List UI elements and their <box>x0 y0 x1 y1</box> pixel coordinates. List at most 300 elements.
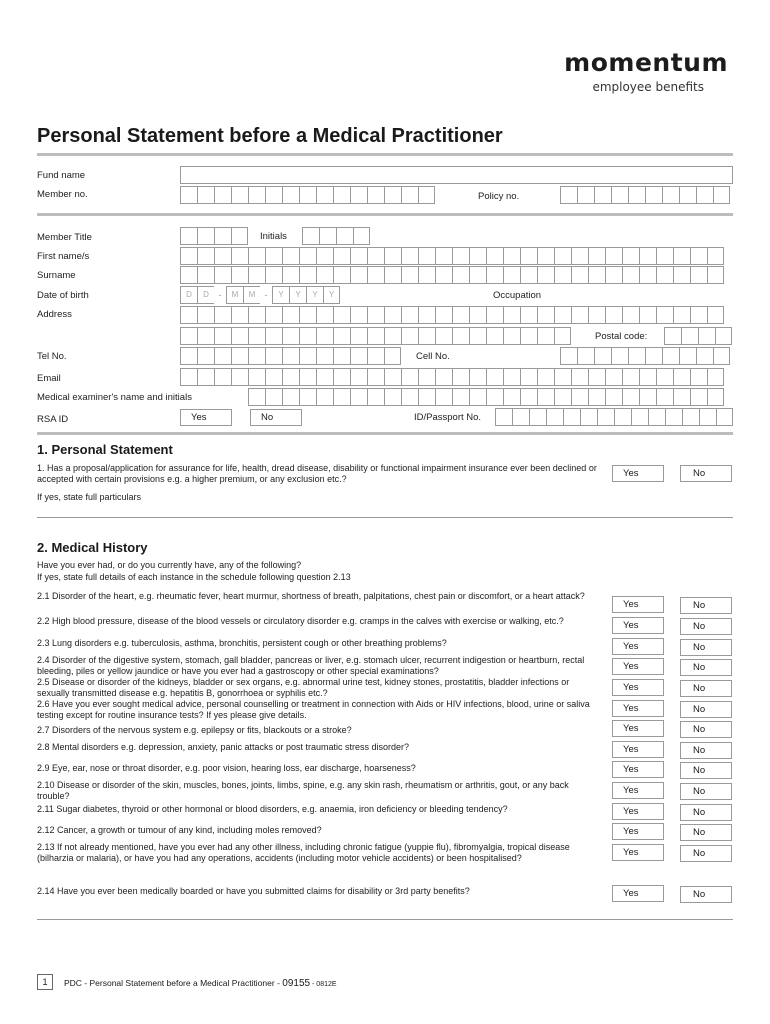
input-cell[interactable] <box>614 408 631 426</box>
input-cell[interactable] <box>571 266 588 284</box>
yes-option[interactable]: Yes <box>612 700 664 717</box>
dob-cell[interactable]: Y <box>272 286 289 304</box>
input-cell[interactable] <box>520 368 537 386</box>
input-cell[interactable] <box>605 388 622 406</box>
input-cell[interactable] <box>696 186 713 204</box>
input-cell[interactable] <box>673 266 690 284</box>
input-cell[interactable] <box>622 388 639 406</box>
input-cell[interactable] <box>401 186 418 204</box>
input-cell[interactable] <box>682 408 699 426</box>
input-cell[interactable] <box>622 247 639 265</box>
input-cell[interactable] <box>452 368 469 386</box>
input-cell[interactable] <box>571 306 588 324</box>
input-cell[interactable] <box>231 306 248 324</box>
input-cell[interactable] <box>707 266 724 284</box>
input-cell[interactable] <box>698 327 715 345</box>
input-cell[interactable] <box>529 408 546 426</box>
input-cell[interactable] <box>588 266 605 284</box>
input-cell[interactable] <box>435 327 452 345</box>
input-cell[interactable] <box>265 266 282 284</box>
input-cell[interactable] <box>248 327 265 345</box>
input-cell[interactable] <box>418 388 435 406</box>
input-cell[interactable] <box>367 388 384 406</box>
input-cell[interactable] <box>664 327 681 345</box>
input-cell[interactable] <box>418 186 435 204</box>
input-cell[interactable] <box>554 266 571 284</box>
input-cell[interactable] <box>197 227 214 245</box>
input-cell[interactable] <box>265 247 282 265</box>
input-cell[interactable] <box>197 306 214 324</box>
input-cell[interactable] <box>679 186 696 204</box>
input-cell[interactable] <box>350 388 367 406</box>
input-cell[interactable] <box>707 388 724 406</box>
input-cell[interactable] <box>503 247 520 265</box>
input-cell[interactable] <box>588 306 605 324</box>
input-cell[interactable] <box>503 388 520 406</box>
input-cell[interactable] <box>622 266 639 284</box>
input-cell[interactable] <box>418 247 435 265</box>
input-cell[interactable] <box>486 388 503 406</box>
input-cell[interactable] <box>214 368 231 386</box>
input-cell[interactable] <box>367 186 384 204</box>
dob-cell[interactable]: M <box>226 286 243 304</box>
fund-name-field[interactable] <box>180 166 733 184</box>
input-cell[interactable] <box>512 408 529 426</box>
input-cell[interactable] <box>180 327 197 345</box>
input-cell[interactable] <box>435 306 452 324</box>
input-cell[interactable] <box>180 266 197 284</box>
tel-field[interactable] <box>180 347 401 365</box>
input-cell[interactable] <box>401 388 418 406</box>
input-cell[interactable] <box>299 247 316 265</box>
no-option[interactable]: No <box>680 886 732 903</box>
input-cell[interactable] <box>571 388 588 406</box>
input-cell[interactable] <box>180 306 197 324</box>
initials-field[interactable] <box>302 227 370 245</box>
input-cell[interactable] <box>333 306 350 324</box>
section-1-no-option[interactable]: No <box>680 465 732 482</box>
input-cell[interactable] <box>180 186 197 204</box>
yes-option[interactable]: Yes <box>612 844 664 861</box>
input-cell[interactable] <box>231 227 248 245</box>
input-cell[interactable] <box>696 347 713 365</box>
input-cell[interactable] <box>302 227 319 245</box>
no-option[interactable]: No <box>680 597 732 614</box>
input-cell[interactable] <box>690 266 707 284</box>
input-cell[interactable] <box>333 186 350 204</box>
input-cell[interactable] <box>645 347 662 365</box>
input-cell[interactable] <box>180 247 197 265</box>
input-cell[interactable] <box>554 368 571 386</box>
input-cell[interactable] <box>503 266 520 284</box>
input-cell[interactable] <box>197 186 214 204</box>
input-cell[interactable] <box>639 247 656 265</box>
input-cell[interactable] <box>495 408 512 426</box>
input-cell[interactable] <box>197 368 214 386</box>
input-cell[interactable] <box>707 368 724 386</box>
input-cell[interactable] <box>707 247 724 265</box>
no-option[interactable]: No <box>680 804 732 821</box>
address-line-2[interactable] <box>180 327 571 345</box>
input-cell[interactable] <box>469 388 486 406</box>
examiner-field[interactable] <box>248 388 724 406</box>
cell-field[interactable] <box>560 347 730 365</box>
input-cell[interactable] <box>333 247 350 265</box>
input-cell[interactable] <box>554 388 571 406</box>
input-cell[interactable] <box>231 347 248 365</box>
input-cell[interactable] <box>418 327 435 345</box>
input-cell[interactable] <box>503 368 520 386</box>
input-cell[interactable] <box>265 186 282 204</box>
no-option[interactable]: No <box>680 762 732 779</box>
input-cell[interactable] <box>316 247 333 265</box>
yes-option[interactable]: Yes <box>612 823 664 840</box>
yes-option[interactable]: Yes <box>612 741 664 758</box>
dob-cell[interactable]: Y <box>289 286 306 304</box>
input-cell[interactable] <box>577 186 594 204</box>
member-no-field[interactable] <box>180 186 435 204</box>
input-cell[interactable] <box>282 186 299 204</box>
input-cell[interactable] <box>231 368 248 386</box>
input-cell[interactable] <box>367 306 384 324</box>
input-cell[interactable] <box>401 327 418 345</box>
no-option[interactable]: No <box>680 845 732 862</box>
no-option[interactable]: No <box>680 783 732 800</box>
input-cell[interactable] <box>673 306 690 324</box>
dob-cell[interactable]: D <box>180 286 197 304</box>
section-1-yes-option[interactable]: Yes <box>612 465 664 482</box>
input-cell[interactable] <box>469 327 486 345</box>
no-option[interactable]: No <box>680 639 732 656</box>
input-cell[interactable] <box>594 186 611 204</box>
input-cell[interactable] <box>452 247 469 265</box>
input-cell[interactable] <box>452 327 469 345</box>
input-cell[interactable] <box>384 247 401 265</box>
no-option[interactable]: No <box>680 721 732 738</box>
input-cell[interactable] <box>248 368 265 386</box>
input-cell[interactable] <box>560 347 577 365</box>
input-cell[interactable] <box>656 247 673 265</box>
input-cell[interactable] <box>503 327 520 345</box>
input-cell[interactable] <box>350 266 367 284</box>
input-cell[interactable] <box>265 327 282 345</box>
email-field[interactable] <box>180 368 724 386</box>
input-cell[interactable] <box>265 347 282 365</box>
surname-field[interactable] <box>180 266 724 284</box>
input-cell[interactable] <box>699 408 716 426</box>
input-cell[interactable] <box>486 368 503 386</box>
input-cell[interactable] <box>656 368 673 386</box>
input-cell[interactable] <box>662 347 679 365</box>
input-cell[interactable] <box>673 247 690 265</box>
input-cell[interactable] <box>577 347 594 365</box>
input-cell[interactable] <box>282 388 299 406</box>
input-cell[interactable] <box>554 306 571 324</box>
dob-cell[interactable]: Y <box>323 286 340 304</box>
input-cell[interactable] <box>265 368 282 386</box>
input-cell[interactable] <box>537 306 554 324</box>
input-cell[interactable] <box>248 247 265 265</box>
input-cell[interactable] <box>571 247 588 265</box>
input-cell[interactable] <box>690 388 707 406</box>
input-cell[interactable] <box>384 368 401 386</box>
no-option[interactable]: No <box>680 659 732 676</box>
input-cell[interactable] <box>180 347 197 365</box>
input-cell[interactable] <box>350 347 367 365</box>
input-cell[interactable] <box>350 327 367 345</box>
input-cell[interactable] <box>333 266 350 284</box>
input-cell[interactable] <box>282 247 299 265</box>
input-cell[interactable] <box>681 327 698 345</box>
input-cell[interactable] <box>316 327 333 345</box>
input-cell[interactable] <box>469 266 486 284</box>
input-cell[interactable] <box>622 368 639 386</box>
first-names-field[interactable] <box>180 247 724 265</box>
input-cell[interactable] <box>333 327 350 345</box>
input-cell[interactable] <box>299 327 316 345</box>
input-cell[interactable] <box>662 186 679 204</box>
input-cell[interactable] <box>197 347 214 365</box>
input-cell[interactable] <box>248 347 265 365</box>
yes-option[interactable]: Yes <box>612 658 664 675</box>
input-cell[interactable] <box>401 266 418 284</box>
input-cell[interactable] <box>316 388 333 406</box>
input-cell[interactable] <box>350 186 367 204</box>
input-cell[interactable] <box>316 347 333 365</box>
input-cell[interactable] <box>299 266 316 284</box>
input-cell[interactable] <box>588 368 605 386</box>
input-cell[interactable] <box>401 306 418 324</box>
input-cell[interactable] <box>282 347 299 365</box>
input-cell[interactable] <box>452 266 469 284</box>
input-cell[interactable] <box>418 306 435 324</box>
input-cell[interactable] <box>248 388 265 406</box>
input-cell[interactable] <box>594 347 611 365</box>
input-cell[interactable] <box>588 388 605 406</box>
input-cell[interactable] <box>554 247 571 265</box>
input-cell[interactable] <box>435 266 452 284</box>
input-cell[interactable] <box>299 388 316 406</box>
input-cell[interactable] <box>401 247 418 265</box>
input-cell[interactable] <box>503 306 520 324</box>
input-cell[interactable] <box>622 306 639 324</box>
input-cell[interactable] <box>180 368 197 386</box>
input-cell[interactable] <box>605 306 622 324</box>
input-cell[interactable] <box>656 306 673 324</box>
input-cell[interactable] <box>367 247 384 265</box>
input-cell[interactable] <box>605 266 622 284</box>
input-cell[interactable] <box>690 368 707 386</box>
input-cell[interactable] <box>520 266 537 284</box>
input-cell[interactable] <box>319 227 336 245</box>
input-cell[interactable] <box>469 306 486 324</box>
rsa-id-yes-option[interactable]: Yes <box>180 409 232 426</box>
input-cell[interactable] <box>665 408 682 426</box>
input-cell[interactable] <box>418 368 435 386</box>
input-cell[interactable] <box>656 388 673 406</box>
input-cell[interactable] <box>537 388 554 406</box>
yes-option[interactable]: Yes <box>612 720 664 737</box>
input-cell[interactable] <box>605 247 622 265</box>
input-cell[interactable] <box>486 266 503 284</box>
input-cell[interactable] <box>197 266 214 284</box>
input-cell[interactable] <box>333 347 350 365</box>
input-cell[interactable] <box>401 368 418 386</box>
input-cell[interactable] <box>214 247 231 265</box>
input-cell[interactable] <box>639 368 656 386</box>
no-option[interactable]: No <box>680 680 732 697</box>
input-cell[interactable] <box>690 247 707 265</box>
input-cell[interactable] <box>639 388 656 406</box>
dob-cell[interactable]: M <box>243 286 260 304</box>
input-cell[interactable] <box>384 347 401 365</box>
yes-option[interactable]: Yes <box>612 596 664 613</box>
input-cell[interactable] <box>197 247 214 265</box>
input-cell[interactable] <box>580 408 597 426</box>
input-cell[interactable] <box>656 266 673 284</box>
input-cell[interactable] <box>520 388 537 406</box>
input-cell[interactable] <box>350 368 367 386</box>
input-cell[interactable] <box>435 247 452 265</box>
input-cell[interactable] <box>367 368 384 386</box>
input-cell[interactable] <box>715 327 732 345</box>
yes-option[interactable]: Yes <box>612 638 664 655</box>
input-cell[interactable] <box>716 408 733 426</box>
input-cell[interactable] <box>214 186 231 204</box>
input-cell[interactable] <box>469 368 486 386</box>
input-cell[interactable] <box>231 247 248 265</box>
input-cell[interactable] <box>611 347 628 365</box>
input-cell[interactable] <box>537 266 554 284</box>
input-cell[interactable] <box>384 306 401 324</box>
input-cell[interactable] <box>316 186 333 204</box>
input-cell[interactable] <box>282 368 299 386</box>
input-cell[interactable] <box>299 186 316 204</box>
input-cell[interactable] <box>486 247 503 265</box>
input-cell[interactable] <box>673 368 690 386</box>
input-cell[interactable] <box>316 306 333 324</box>
input-cell[interactable] <box>316 266 333 284</box>
input-cell[interactable] <box>282 306 299 324</box>
policy-no-field[interactable] <box>560 186 730 204</box>
input-cell[interactable] <box>418 266 435 284</box>
id-passport-field[interactable] <box>495 408 733 426</box>
input-cell[interactable] <box>628 347 645 365</box>
input-cell[interactable] <box>384 186 401 204</box>
address-line-1[interactable] <box>180 306 724 324</box>
yes-option[interactable]: Yes <box>612 679 664 696</box>
input-cell[interactable] <box>690 306 707 324</box>
no-option[interactable]: No <box>680 824 732 841</box>
input-cell[interactable] <box>588 247 605 265</box>
input-cell[interactable] <box>316 368 333 386</box>
input-cell[interactable] <box>282 327 299 345</box>
input-cell[interactable] <box>554 327 571 345</box>
input-cell[interactable] <box>673 388 690 406</box>
yes-option[interactable]: Yes <box>612 782 664 799</box>
dob-cell[interactable]: Y <box>306 286 323 304</box>
input-cell[interactable] <box>452 388 469 406</box>
input-cell[interactable] <box>707 306 724 324</box>
input-cell[interactable] <box>611 186 628 204</box>
input-cell[interactable] <box>560 186 577 204</box>
input-cell[interactable] <box>197 327 214 345</box>
input-cell[interactable] <box>180 227 197 245</box>
input-cell[interactable] <box>679 347 696 365</box>
input-cell[interactable] <box>282 266 299 284</box>
input-cell[interactable] <box>384 388 401 406</box>
input-cell[interactable] <box>486 306 503 324</box>
input-cell[interactable] <box>299 368 316 386</box>
input-cell[interactable] <box>265 388 282 406</box>
input-cell[interactable] <box>628 186 645 204</box>
input-cell[interactable] <box>333 388 350 406</box>
member-title-field[interactable] <box>180 227 248 245</box>
input-cell[interactable] <box>469 247 486 265</box>
input-cell[interactable] <box>384 327 401 345</box>
input-cell[interactable] <box>537 327 554 345</box>
input-cell[interactable] <box>336 227 353 245</box>
input-cell[interactable] <box>452 306 469 324</box>
yes-option[interactable]: Yes <box>612 617 664 634</box>
input-cell[interactable] <box>546 408 563 426</box>
input-cell[interactable] <box>605 368 622 386</box>
input-cell[interactable] <box>520 306 537 324</box>
input-cell[interactable] <box>597 408 614 426</box>
input-cell[interactable] <box>537 368 554 386</box>
input-cell[interactable] <box>265 306 282 324</box>
dob-cell[interactable]: D <box>197 286 214 304</box>
input-cell[interactable] <box>231 186 248 204</box>
input-cell[interactable] <box>299 347 316 365</box>
input-cell[interactable] <box>248 186 265 204</box>
input-cell[interactable] <box>299 306 316 324</box>
input-cell[interactable] <box>631 408 648 426</box>
input-cell[interactable] <box>214 327 231 345</box>
input-cell[interactable] <box>486 327 503 345</box>
input-cell[interactable] <box>713 186 730 204</box>
input-cell[interactable] <box>353 227 370 245</box>
input-cell[interactable] <box>367 347 384 365</box>
input-cell[interactable] <box>713 347 730 365</box>
input-cell[interactable] <box>648 408 665 426</box>
yes-option[interactable]: Yes <box>612 803 664 820</box>
input-cell[interactable] <box>248 266 265 284</box>
input-cell[interactable] <box>563 408 580 426</box>
input-cell[interactable] <box>367 266 384 284</box>
input-cell[interactable] <box>214 306 231 324</box>
input-cell[interactable] <box>435 388 452 406</box>
input-cell[interactable] <box>214 227 231 245</box>
input-cell[interactable] <box>537 247 554 265</box>
input-cell[interactable] <box>231 327 248 345</box>
input-cell[interactable] <box>231 266 248 284</box>
no-option[interactable]: No <box>680 618 732 635</box>
dob-field[interactable] <box>180 286 340 304</box>
no-option[interactable]: No <box>680 742 732 759</box>
rsa-id-no-option[interactable]: No <box>250 409 302 426</box>
input-cell[interactable] <box>520 247 537 265</box>
input-cell[interactable] <box>350 306 367 324</box>
yes-option[interactable]: Yes <box>612 885 664 902</box>
postal-code-field[interactable] <box>664 327 732 345</box>
input-cell[interactable] <box>384 266 401 284</box>
input-cell[interactable] <box>350 247 367 265</box>
input-cell[interactable] <box>214 347 231 365</box>
input-cell[interactable] <box>435 368 452 386</box>
input-cell[interactable] <box>645 186 662 204</box>
input-cell[interactable] <box>520 327 537 345</box>
